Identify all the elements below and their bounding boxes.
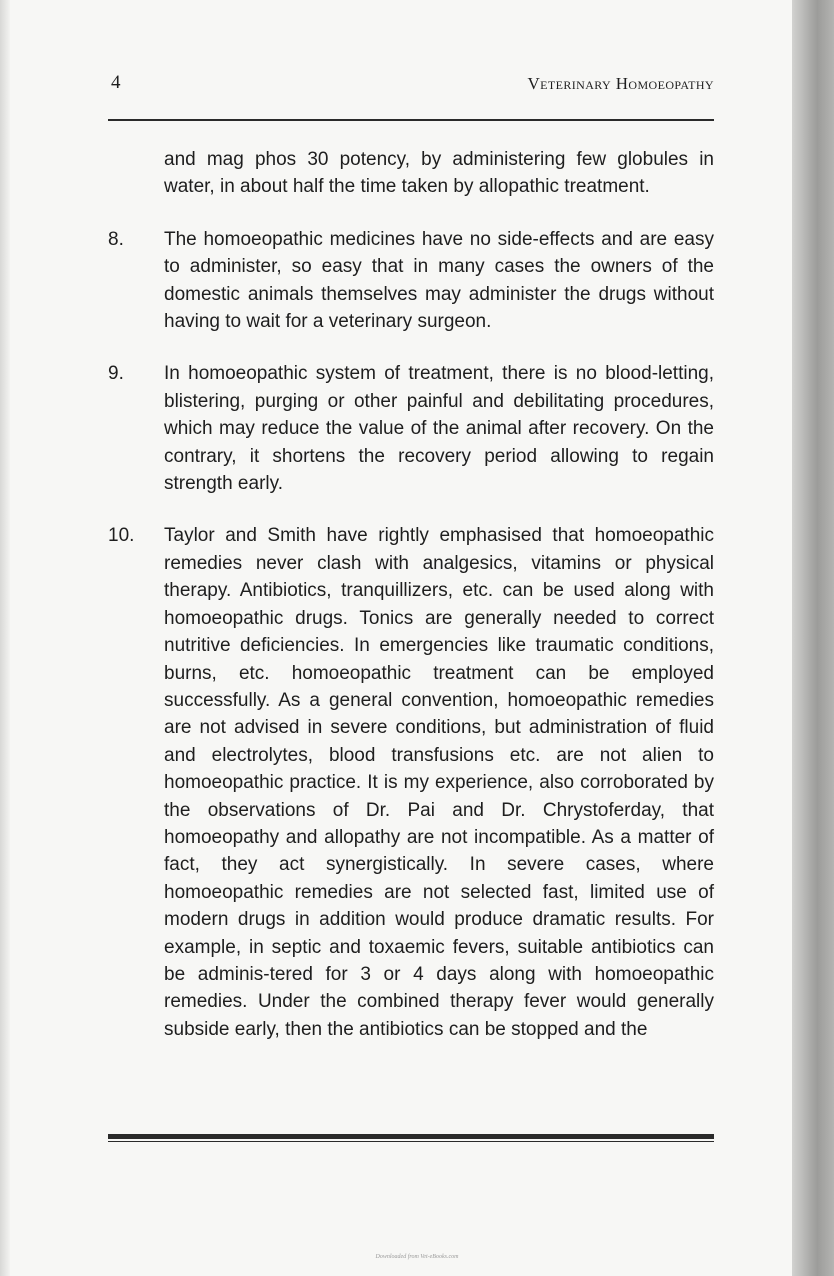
body-text	[108, 146, 714, 1043]
footer-rule-thin	[108, 1141, 714, 1142]
header-rule	[108, 119, 714, 121]
page-edge-shadow	[792, 0, 834, 1276]
list-item-number: 9.	[108, 363, 124, 385]
footer-rule-thick	[108, 1134, 714, 1139]
list-item-10	[108, 522, 714, 1043]
paragraph-gap	[108, 497, 714, 522]
download-watermark: Downloaded from Vet-eBooks.com	[375, 1254, 459, 1260]
list-item-number: 8.	[108, 228, 124, 250]
paragraph-gap	[108, 201, 714, 226]
paragraph-gap	[108, 335, 714, 360]
list-item-number: 10.	[108, 525, 135, 547]
continuation-paragraph	[108, 146, 714, 201]
page-number: 4	[111, 72, 121, 93]
footer-rule	[108, 1134, 714, 1142]
list-item-text: In homoeopathic system of treatment, there is no blood-letting, blistering, purging or other painful and debilitating procedures, which may reduce the value of the animal after recovery. On the contrary, it shortens the recovery period allowing to regain strength early.	[164, 363, 714, 495]
page-gutter-shadow	[0, 0, 10, 1276]
running-head: Veterinary Homoeopathy	[527, 74, 714, 93]
list-item-9	[108, 360, 714, 497]
list-item-8	[108, 226, 714, 336]
paragraph-text: and mag phos 30 potency, by administering few globules in water, in about half the time taken by allopathic treatment.	[164, 149, 714, 198]
list-item-text: The homoeopathic medicines have no side-effects and are easy to administer, so easy that in many cases the owners of the domestic animals themselves may administer the drugs without having to wait for a veterinary surgeon.	[164, 228, 714, 333]
list-item-text: Taylor and Smith have rightly emphasised that homoeopathic remedies never clash with analgesics, vitamins or physical therapy. Antibiotics, tranquillizers, etc. can be used along with homoeopathic drugs. Tonics are generally needed to correct nutritive deficiencies. In emergencies like traumatic conditions, burns, etc. homoeopathic treatment can be employed successfully. As a general convention, homoeopathic remedies are not advised in severe conditions, but administration of fluid and electrolytes, blood transfusions etc. are not alien to homoeopathic practice. It is my experience, also corroborated by the observations of Dr. Pai and Dr. Chrystoferday, that homoeopathy and allopathy are not incompatible. As a matter of fact, they act synergistically. In severe cases, where homoeopathic remedies are not selected fast, limited use of modern drugs in addition would produce dramatic results. For example, in septic and toxaemic fevers, suitable antibiotics can be adminis-tered for 3 or 4 days along with homoeopathic remedies. Under the combined therapy fever would generally subside early, then the antibiotics can be stopped and the	[164, 525, 714, 1040]
